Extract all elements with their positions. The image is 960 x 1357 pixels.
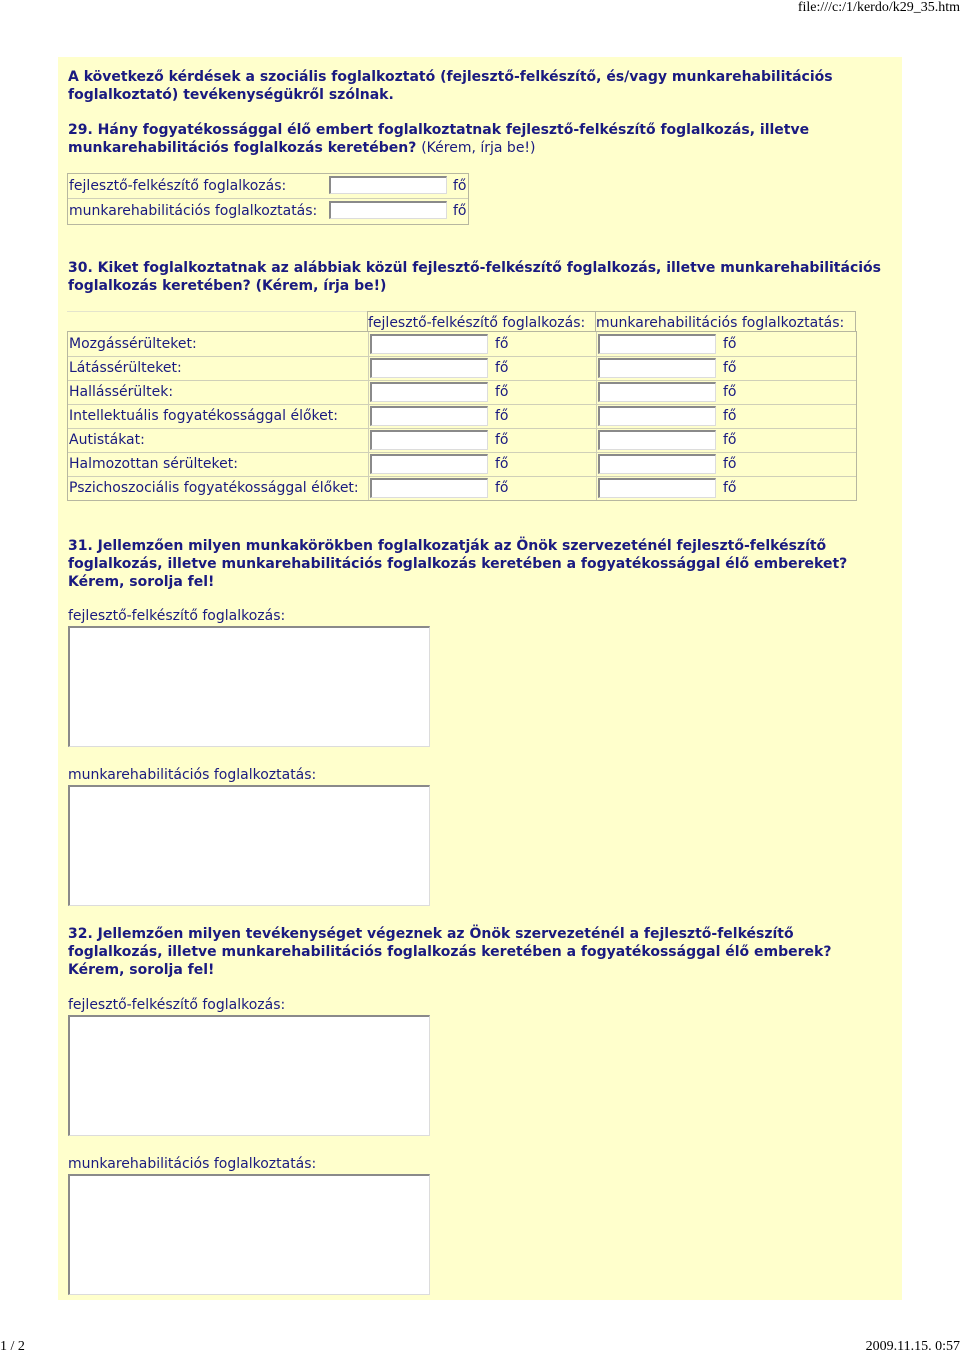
q30-unit: fő <box>495 360 509 376</box>
q30-unit: fő <box>723 384 737 400</box>
print-page-number: 1 / 2 <box>0 1339 25 1354</box>
q30-unit: fő <box>495 384 509 400</box>
q30-row <box>68 428 856 452</box>
question-30: 30. Kiket foglalkoztatnak az alábbiak közül fejlesztő-felkészítő foglalkozás, illetve munkarehabilitációs foglalkozás keretében? (Kérem, írja be!) <box>68 260 881 294</box>
q30-munkarehab-input[interactable] <box>598 358 716 378</box>
q30-grid <box>67 331 857 501</box>
q30-fejleszto-input[interactable] <box>370 478 488 498</box>
q30-row <box>68 404 856 428</box>
q30-row-label: Intellektuális fogyatékossággal élőket: <box>69 408 338 424</box>
q30-row-label: Autistákat: <box>69 432 145 448</box>
q30-row <box>68 452 856 476</box>
q30-munkarehab-input[interactable] <box>598 430 716 450</box>
q30-fejleszto-input[interactable] <box>370 382 488 402</box>
q30-munkarehab-input[interactable] <box>598 382 716 402</box>
question-29-hint: (Kérem, írja be!) <box>421 140 536 156</box>
question-29-table <box>67 173 469 225</box>
q30-row <box>68 356 856 380</box>
q31-munkarehab-label: munkarehabilitációs foglalkoztatás: <box>68 767 317 783</box>
q30-col2-label: munkarehabilitációs foglalkoztatás: <box>596 315 845 331</box>
q29-fejleszto-input[interactable] <box>329 176 447 194</box>
q30-munkarehab-input[interactable] <box>598 406 716 426</box>
survey-panel <box>58 57 902 1300</box>
q30-fejleszto-input[interactable] <box>370 334 488 354</box>
question-31: 31. Jellemzően milyen munkakörökben foglalkozatják az Önök szervezeténél fejlesztő-felkészítő foglalkozás, illetve munkarehabilitációs foglalkozás keretében a fogyatékossággal élő embereket? Kérem, sorolja fel! <box>68 538 848 590</box>
q29-unit: fő <box>453 178 467 194</box>
q31-fejleszto-textarea[interactable] <box>68 626 430 747</box>
q30-fejleszto-input[interactable] <box>370 454 488 474</box>
q30-fejleszto-input[interactable] <box>370 406 488 426</box>
q32-munkarehab-label: munkarehabilitációs foglalkoztatás: <box>68 1156 317 1172</box>
q30-row <box>68 380 856 404</box>
q30-unit: fő <box>723 360 737 376</box>
q30-unit: fő <box>723 336 737 352</box>
q32-munkarehab-textarea[interactable] <box>68 1174 430 1295</box>
print-datetime: 2009.11.15. 0:57 <box>865 1339 960 1354</box>
question-29-text: 29. Hány fogyatékossággal élő embert foglalkoztatnak fejlesztő-felkészítő foglalkozás, illetve munkarehabilitációs foglalkozás keretében? <box>68 122 810 156</box>
q30-unit: fő <box>723 456 737 472</box>
q29-row-munkarehab <box>68 199 468 223</box>
q30-unit: fő <box>495 336 509 352</box>
q30-header-munkarehab <box>595 311 856 332</box>
q31-fejleszto-label: fejlesztő-felkészítő foglalkozás: <box>68 608 286 624</box>
print-header-url: file:///c:/1/kerdo/k29_35.htm <box>797 0 960 15</box>
q29-munkarehab-input[interactable] <box>329 201 447 219</box>
q30-row <box>68 476 856 500</box>
q30-row-label: Látássérülteket: <box>69 360 182 376</box>
q29-unit: fő <box>453 203 467 219</box>
q30-header-fejleszto <box>367 311 596 332</box>
q29-row-fejleszto <box>68 174 468 199</box>
q30-fejleszto-input[interactable] <box>370 358 488 378</box>
q30-unit: fő <box>495 480 509 496</box>
q30-row <box>68 332 856 356</box>
q30-row-label: Pszichoszociális fogyatékossággal élőket: <box>69 480 359 496</box>
q30-col1-label: fejlesztő-felkészítő foglalkozás: <box>368 315 586 331</box>
q30-header-line <box>67 311 367 312</box>
q29-row-label: munkarehabilitációs foglalkoztatás: <box>69 203 318 219</box>
q30-munkarehab-input[interactable] <box>598 454 716 474</box>
q31-munkarehab-textarea[interactable] <box>68 785 430 906</box>
q29-row-label: fejlesztő-felkészítő foglalkozás: <box>69 178 287 194</box>
question-30-table <box>67 311 857 501</box>
q30-unit: fő <box>495 432 509 448</box>
q32-fejleszto-textarea[interactable] <box>68 1015 430 1136</box>
q30-unit: fő <box>495 408 509 424</box>
q30-fejleszto-input[interactable] <box>370 430 488 450</box>
q30-munkarehab-input[interactable] <box>598 478 716 498</box>
q30-unit: fő <box>495 456 509 472</box>
q32-fejleszto-label: fejlesztő-felkészítő foglalkozás: <box>68 997 286 1013</box>
q30-unit: fő <box>723 408 737 424</box>
q30-unit: fő <box>723 480 737 496</box>
intro-text: A következő kérdések a szociális foglalkoztató (fejlesztő-felkészítő, és/vagy munkarehabilitációs foglalkoztató) tevékenységükről szólnak. <box>68 69 833 103</box>
q30-row-label: Halmozottan sérülteket: <box>69 456 238 472</box>
q30-row-label: Mozgássérülteket: <box>69 336 197 352</box>
q30-unit: fő <box>723 432 737 448</box>
q30-row-label: Hallássérültek: <box>69 384 174 400</box>
question-32: 32. Jellemzően milyen tevékenységet végeznek az Önök szervezeténél a fejlesztő-felkészítő foglalkozás, illetve munkarehabilitációs foglalkozás keretében a fogyatékossággal élő emberek? Kérem, sorolja fel! <box>68 926 832 978</box>
q30-munkarehab-input[interactable] <box>598 334 716 354</box>
question-29 <box>68 121 888 157</box>
